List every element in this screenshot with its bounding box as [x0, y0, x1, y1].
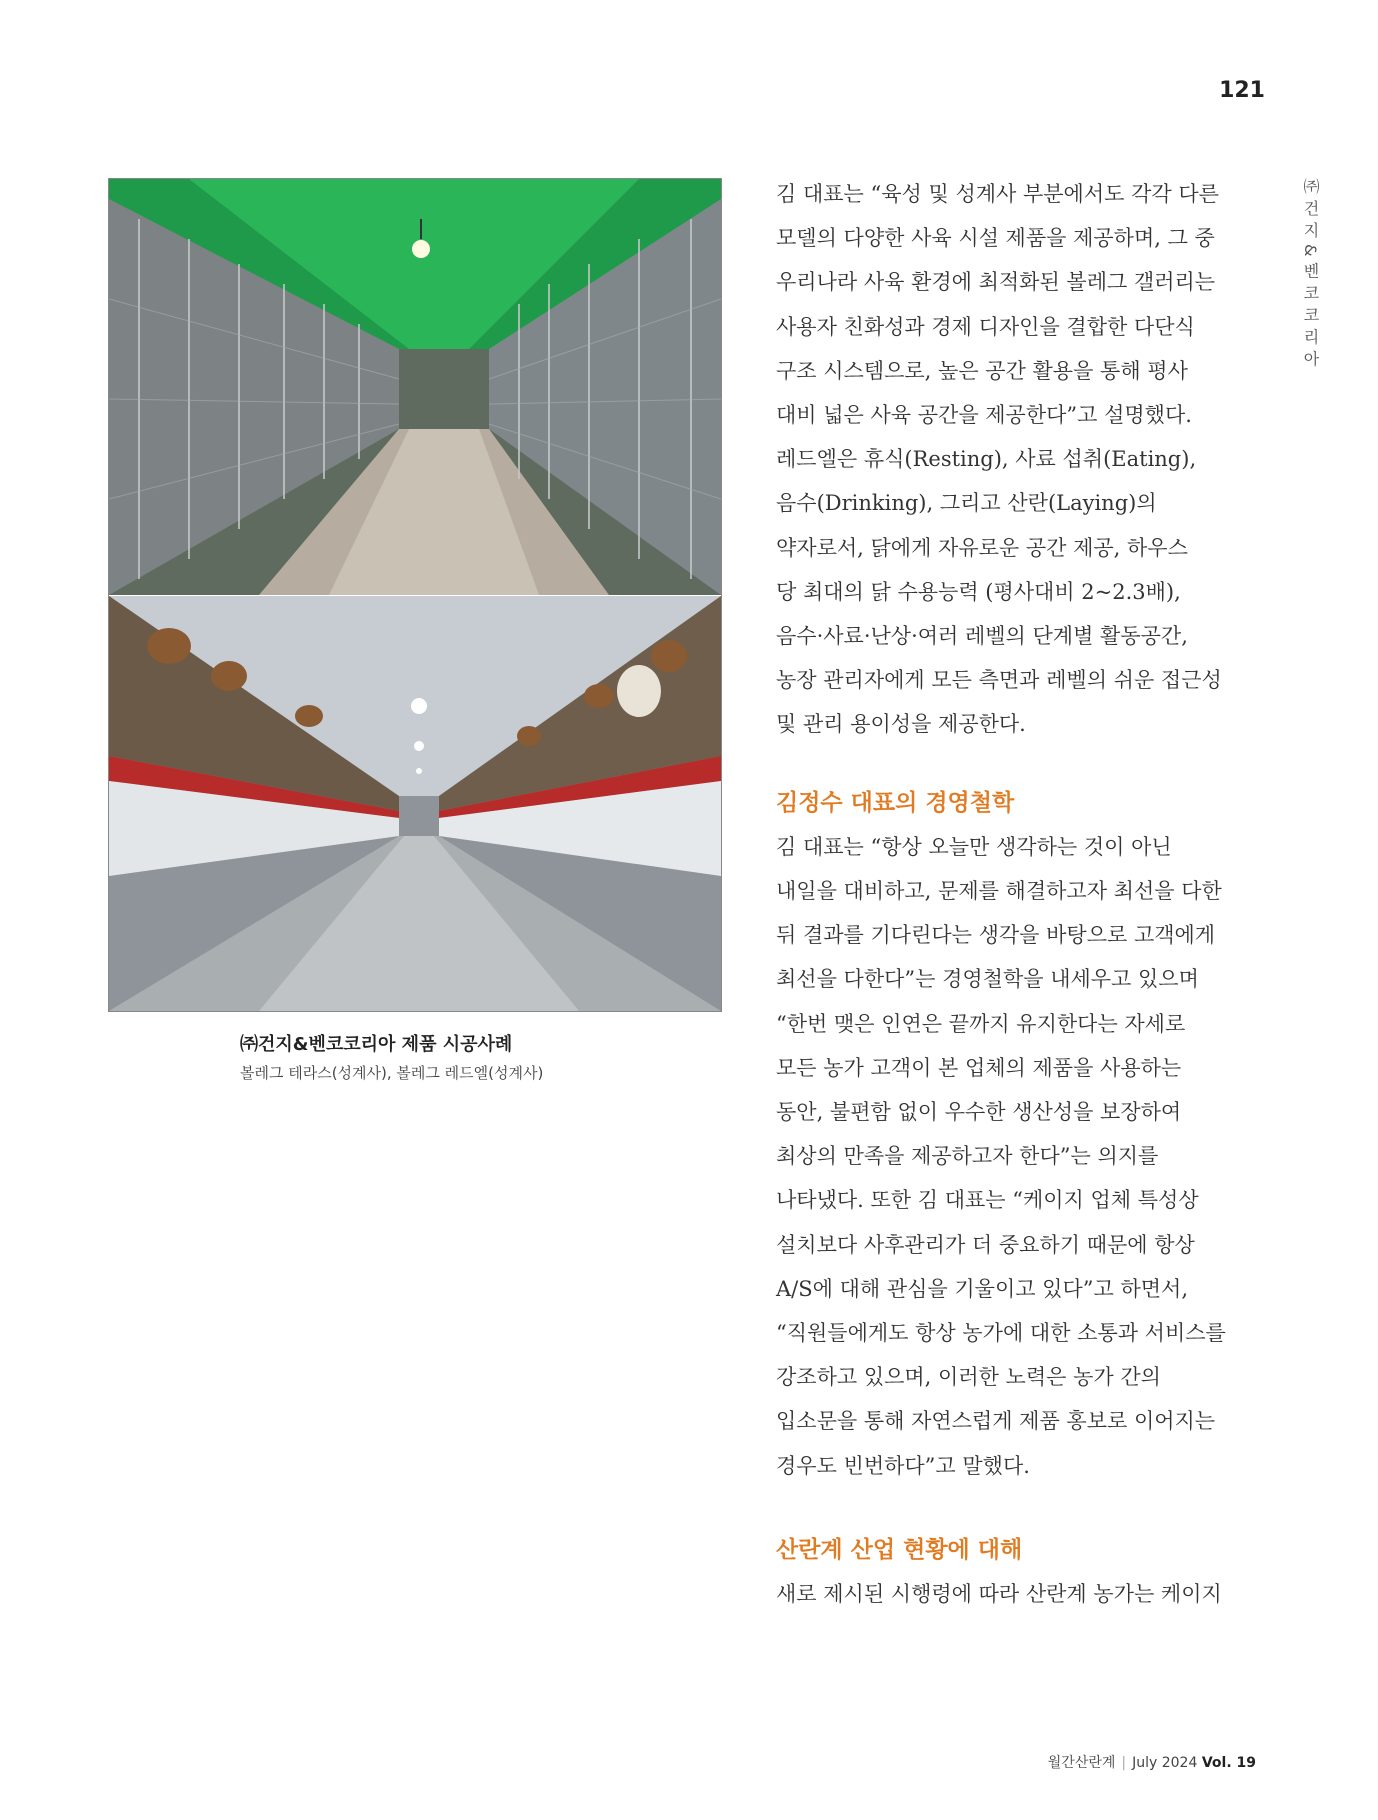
text-line: 약자로서, 닭에게 자유로운 공간 제공, 하우스: [776, 535, 1188, 560]
text-line: 강조하고 있으며, 이러한 노력은 농가 간의: [776, 1365, 1161, 1390]
text-line: 새로 제시된 시행령에 따라 산란계 농가는 케이지: [776, 1582, 1222, 1607]
text-line: 최상의 만족을 제공하고자 한다”는 의지를: [776, 1144, 1159, 1169]
text-line: A/S에 대해 관심을 기울이고 있다”고 하면서,: [776, 1276, 1188, 1301]
side-company-label: ㈜건지&벤코코리아: [1301, 178, 1320, 373]
photo-panel: [108, 178, 722, 1012]
issue-date: July 2024: [1132, 1755, 1198, 1771]
article-body: [776, 172, 1256, 1616]
text-line: 구조 시스템으로, 높은 공간 활용을 통해 평사: [776, 358, 1188, 383]
text-line: 내일을 대비하고, 문제를 해결하고자 최선을 다한: [776, 879, 1222, 904]
section-heading-philosophy: 김정수 대표의 경영철학: [776, 789, 1015, 816]
paragraph-1: [776, 172, 1256, 747]
section-heading-industry: 산란계 산업 현황에 대해: [776, 1536, 1023, 1563]
text-line: 김 대표는 “육성 및 성계사 부분에서도 각각 다른: [776, 182, 1219, 206]
text-line: 설치보다 사후관리가 더 중요하기 때문에 항상: [776, 1232, 1195, 1257]
photo-laying-house: [109, 596, 721, 1011]
text-line: 경우도 빈번하다”고 말했다.: [776, 1453, 1030, 1478]
text-line: 음수(Drinking), 그리고 산란(Laying)의: [776, 491, 1157, 516]
text-line: 최선을 다한다”는 경영철학을 내세우고 있으며: [776, 967, 1199, 992]
text-line: 나타냈다. 또한 김 대표는 “케이지 업체 특성상: [776, 1188, 1199, 1213]
text-line: 당 최대의 닭 수용능력 (평사대비 2~2.3배),: [776, 579, 1181, 604]
text-line: 사용자 친화성과 경제 디자인을 결합한 다단식: [776, 314, 1195, 339]
text-line: 모든 농가 고객이 본 업체의 제품을 사용하는: [776, 1055, 1182, 1080]
photo-caption: [240, 1030, 640, 1083]
paragraph-2: [776, 825, 1256, 1488]
text-line: 레드엘은 휴식(Resting), 사료 섭취(Eating),: [776, 447, 1197, 472]
text-line: 우리나라 사육 환경에 최적화된 볼레그 갤러리는: [776, 270, 1216, 295]
text-line: “한번 맺은 인연은 끝까지 유지한다는 자세로: [776, 1011, 1186, 1036]
text-line: “직원들에게도 항상 농가에 대한 소통과 서비스를: [776, 1321, 1226, 1346]
paragraph-3: [776, 1572, 1256, 1616]
text-line: 및 관리 용이성을 제공한다.: [776, 712, 1026, 737]
photo-rearing-house: [109, 179, 721, 595]
text-line: 모델의 다양한 사육 시설 제품을 제공하며, 그 중: [776, 226, 1215, 251]
caption-title: ㈜건지&벤코코리아 제품 시공사례: [240, 1034, 513, 1055]
text-line: 김 대표는 “항상 오늘만 생각하는 것이 아닌: [776, 834, 1172, 859]
text-line: 농장 관리자에게 모든 측면과 레벨의 쉬운 접근성: [776, 668, 1222, 693]
page-number: 121: [1219, 78, 1265, 103]
magazine-name: 월간산란계: [1047, 1755, 1116, 1771]
text-line: 뒤 결과를 기다린다는 생각을 바탕으로 고객에게: [776, 923, 1216, 948]
volume-label: Vol. 19: [1201, 1755, 1256, 1771]
footer-divider: |: [1121, 1755, 1127, 1771]
text-line: 음수·사료·난상·여러 레벨의 단계별 활동공간,: [776, 624, 1188, 649]
text-line: 입소문을 통해 자연스럽게 제품 홍보로 이어지는: [776, 1409, 1216, 1434]
text-line: 동안, 불편함 없이 우수한 생산성을 보장하여: [776, 1100, 1182, 1125]
text-line: 대비 넓은 사육 공간을 제공한다”고 설명했다.: [776, 403, 1192, 428]
caption-subtitle: 볼레그 테라스(성계사), 볼레그 레드엘(성계사): [240, 1064, 544, 1082]
page-footer: [1048, 1752, 1256, 1772]
